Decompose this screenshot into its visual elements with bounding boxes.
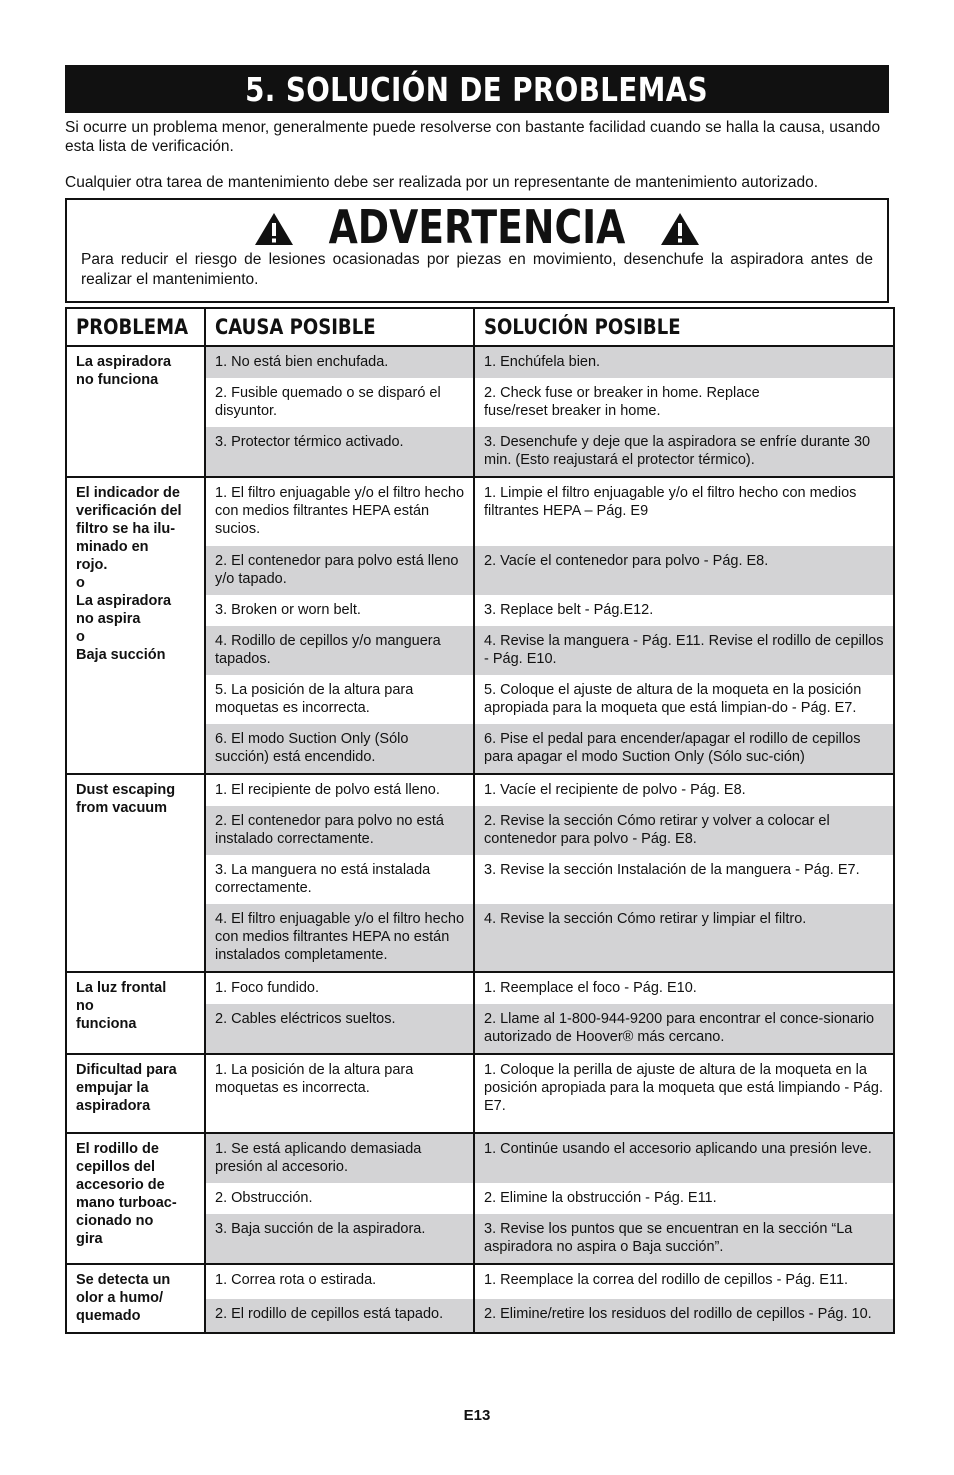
solution-cell: 4. Revise la sección Cómo retirar y limpiar el filtro.: [474, 904, 894, 972]
solution-cell: 2. Llame al 1-800-944-9200 para encontrar el conce-sionario autorizado de Hoover® más cercano.: [474, 1004, 894, 1054]
cause-cell: 1. No está bien enchufada.: [205, 346, 474, 378]
cause-cell: 3. Broken or worn belt.: [205, 595, 474, 626]
problem-cell: Se detecta un olor a humo/ quemado: [66, 1264, 205, 1333]
solution-cell: 3. Desenchufe y deje que la aspiradora se enfríe durante 30 min. (Esto reajustará el protector térmico).: [474, 427, 894, 477]
header-solucion-posible: SOLUCIÓN POSIBLE: [474, 308, 894, 346]
warning-text: Para reducir el riesgo de lesiones ocasionadas por piezas en movimiento, desenchufe la aspiradora antes de realizar el mantenimiento.: [81, 251, 873, 288]
solution-cell: 2. Vacíe el contenedor para polvo - Pág. E8.: [474, 546, 894, 595]
solution-cell: 2. Check fuse or breaker in home. Replace fuse/reset breaker in home.: [474, 378, 894, 427]
solution-cell: 2. Elimine/retire los residuos del rodillo de cepillos - Pág. 10.: [474, 1299, 894, 1334]
cause-cell: 4. Rodillo de cepillos y/o manguera tapados.: [205, 626, 474, 675]
warning-triangle-icon: [660, 212, 700, 246]
solution-cell: 3. Revise los puntos que se encuentran en la sección “La aspiradora no aspira o Baja succión”.: [474, 1214, 894, 1264]
cause-cell: 1. El filtro enjuagable y/o el filtro hecho con medios filtrantes HEPA están sucios.: [205, 477, 474, 546]
intro-paragraph-2: Cualquier otra tarea de mantenimiento debe ser realizada por un representante de mantenimiento autorizado.: [65, 174, 819, 191]
cause-cell: 5. La posición de la altura para moquetas es incorrecta.: [205, 675, 474, 724]
cause-cell: 1. La posición de la altura para moquetas es incorrecta.: [205, 1054, 474, 1133]
section-title: [65, 65, 889, 113]
page-number: E13: [463, 1407, 491, 1424]
cause-cell: 1. Correa rota o estirada.: [205, 1264, 474, 1299]
troubleshooting-table: [65, 307, 895, 1334]
cause-cell: 2. El contenedor para polvo no está instalado correctamente.: [205, 806, 474, 855]
warning-triangle-icon: [254, 212, 294, 246]
cause-cell: 6. El modo Suction Only (Sólo succión) está encendido.: [205, 724, 474, 774]
table-row: [66, 1054, 894, 1133]
problem-cell: Dust escaping from vacuum: [66, 774, 205, 972]
solution-cell: 2. Elimine la obstrucción - Pág. E11.: [474, 1183, 894, 1214]
table-row: [66, 477, 894, 546]
header-causa-posible: CAUSA POSIBLE: [205, 308, 474, 346]
solution-cell: 4. Revise la manguera - Pág. E11. Revise el rodillo de cepillos - Pág. E10.: [474, 626, 894, 675]
solution-cell: 2. Revise la sección Cómo retirar y volver a colocar el contenedor para polvo - Pág. E8.: [474, 806, 894, 855]
cause-cell: 1. Se está aplicando demasiada presión al accesorio.: [205, 1133, 474, 1183]
cause-cell: 2. Obstrucción.: [205, 1183, 474, 1214]
cause-cell: 2. Fusible quemado o se disparó el disyuntor.: [205, 378, 474, 427]
warning-box: [65, 198, 889, 303]
section-title-text: 5. SOLUCIÓN DE PROBLEMAS: [245, 70, 709, 109]
solution-cell: 1. Reemplace la correa del rodillo de cepillos - Pág. E11.: [474, 1264, 894, 1299]
solution-cell: 1. Vacíe el recipiente de polvo - Pág. E8.: [474, 774, 894, 806]
problem-cell: El indicador de verificación del filtro se ha ilu- minado en rojo. o La aspiradora no aspira o Baja succión: [66, 477, 205, 774]
warning-title-text: ADVERTENCIA: [328, 200, 626, 254]
table-row: [66, 346, 894, 378]
table-row: [66, 972, 894, 1004]
cause-cell: 3. Protector térmico activado.: [205, 427, 474, 477]
intro-paragraph-1: Si ocurre un problema menor, generalmente puede resolverse con bastante facilidad cuando se halla la causa, usando esta lista de verificación.: [65, 119, 881, 155]
cause-cell: 2. El contenedor para polvo está lleno y/o tapado.: [205, 546, 474, 595]
solution-cell: 5. Coloque el ajuste de altura de la moqueta en la posición apropiada para la moqueta que está limpian-do - Pág. E7.: [474, 675, 894, 724]
table-row: [66, 774, 894, 806]
problem-cell: La luz frontal no funciona: [66, 972, 205, 1054]
solution-cell: 3. Replace belt - Pág.E12.: [474, 595, 894, 626]
table-header-row: [66, 308, 894, 346]
solution-cell: 1. Coloque la perilla de ajuste de altura de la moqueta en la posición apropiada para la moqueta que está limpiando - Pág. E7.: [474, 1054, 894, 1133]
solution-cell: 1. Reemplace el foco - Pág. E10.: [474, 972, 894, 1004]
cause-cell: 4. El filtro enjuagable y/o el filtro hecho con medios filtrantes HEPA no están instalados completamente.: [205, 904, 474, 972]
cause-cell: 2. El rodillo de cepillos está tapado.: [205, 1299, 474, 1334]
cause-cell: 3. Baja succión de la aspiradora.: [205, 1214, 474, 1264]
warning-title: [67, 200, 887, 254]
problem-cell: El rodillo de cepillos del accesorio de mano turboac- cionado no gira: [66, 1133, 205, 1264]
solution-cell: 1. Enchúfela bien.: [474, 346, 894, 378]
solution-cell: 3. Revise la sección Instalación de la manguera - Pág. E7.: [474, 855, 894, 904]
cause-cell: 3. La manguera no está instalada correctamente.: [205, 855, 474, 904]
cause-cell: 1. Foco fundido.: [205, 972, 474, 1004]
solution-cell: 1. Limpie el filtro enjuagable y/o el filtro hecho con medios filtrantes HEPA – Pág. E9: [474, 477, 894, 546]
cause-cell: 1. El recipiente de polvo está lleno.: [205, 774, 474, 806]
solution-cell: 6. Pise el pedal para encender/apagar el rodillo de cepillos para apagar el modo Suction Only (Sólo suc-ción): [474, 724, 894, 774]
problem-cell: Dificultad para empujar la aspiradora: [66, 1054, 205, 1133]
cause-cell: 2. Cables eléctricos sueltos.: [205, 1004, 474, 1054]
header-problema: PROBLEMA: [66, 308, 205, 346]
solution-cell: 1. Continúe usando el accesorio aplicando una presión leve.: [474, 1133, 894, 1183]
table-row: [66, 1264, 894, 1299]
problem-cell: La aspiradora no funciona: [66, 346, 205, 477]
table-row: [66, 1133, 894, 1183]
